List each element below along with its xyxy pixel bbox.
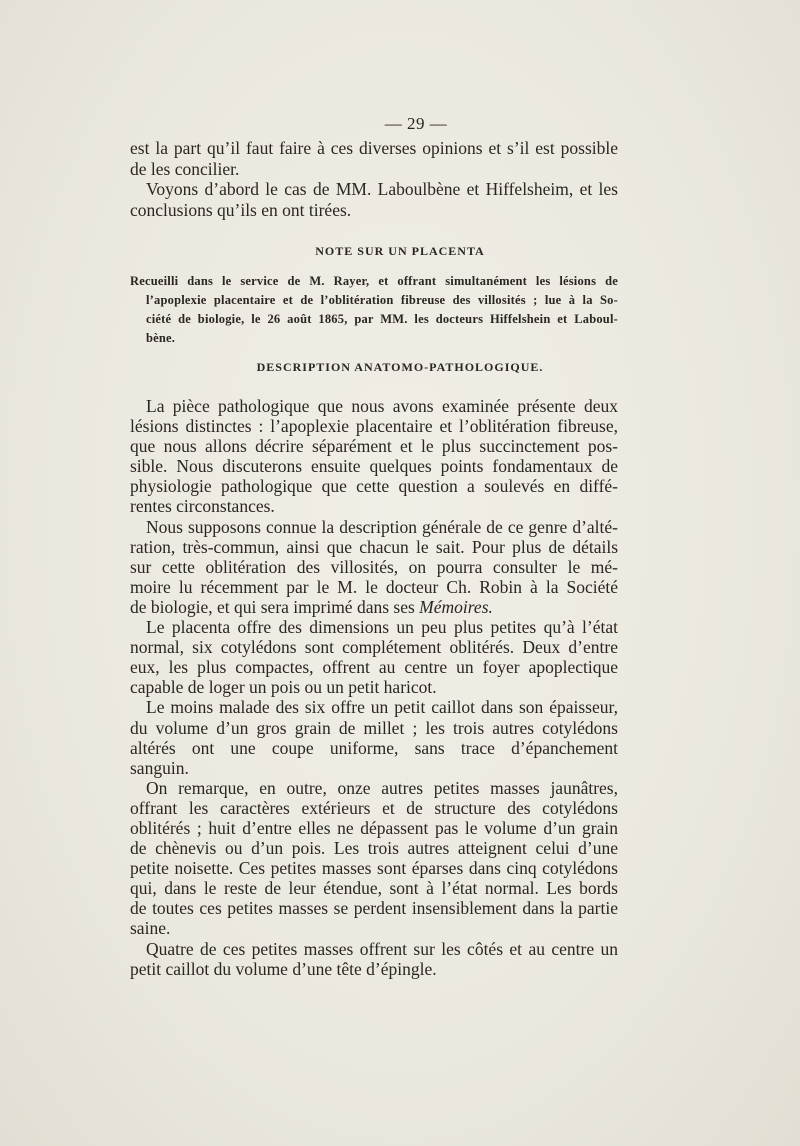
text-line: conclusions qu’ils en ont tirées. (130, 199, 352, 220)
text-line: est la part qu’il faut faire à ces diverses opinions et s’il est possible (130, 138, 618, 158)
text-line: La pièce pathologique que nous avons examinée présente deux (146, 396, 618, 416)
text-line: Nous supposons connue la description générale de ce genre d’alté- (146, 516, 618, 537)
text-line: rentes circonstances. (130, 496, 275, 517)
text-line: de chènevis ou d’un pois. Les trois autres atteignent celui d’une (130, 838, 618, 859)
text-line: petit caillot du volume d’une tête d’épingle. (130, 958, 437, 979)
text-line: de les concilier. (130, 158, 240, 179)
text-line: physiologie pathologique que cette question a soulevés en diffé- (130, 476, 618, 497)
note-line: ciété de biologie, le 26 août 1865, par MM. les docteurs Hiffelshein et Laboul- (146, 312, 618, 326)
text-line: Quatre de ces petites masses offrent sur les côtés et au centre un (146, 938, 618, 959)
note-line: l’apoplexie placentaire et de l’oblitération fibreuse des villosités ; lue à la So- (146, 293, 618, 307)
text-line: qui, dans le reste de leur étendue, sont à l’état normal. Les bords (130, 878, 618, 899)
paragraph (130, 697, 618, 777)
text-line: de biologie, et qui sera imprimé dans ses Mémoires. (130, 596, 493, 617)
text-line: oblitérés ; huit d’entre elles ne dépassent pas le volume d’un grain (130, 817, 618, 838)
text-line: eux, les plus compactes, offrent au centre un foyer apoplectique (130, 657, 618, 678)
note-line: bène. (146, 331, 176, 345)
italic-title: Mémoires. (419, 596, 493, 617)
text-line: du volume d’un gros grain de millet ; les trois autres cotylédons (130, 717, 618, 738)
text-line: sible. Nous discuterons ensuite quelques points fondamentaux de (130, 456, 618, 477)
paragraph (130, 939, 618, 979)
intro-paragraph (130, 138, 618, 220)
note-title: NOTE SUR UN PLACENTA (315, 244, 485, 258)
text-line: saine. (130, 918, 171, 939)
text-line: petite noisette. Ces petites masses sont éparses dans cinq cotylédons (130, 858, 618, 879)
text-line: lésions distinctes : l’apoplexie placentaire et l’oblitération fibreuse, (130, 416, 618, 437)
note-line: Recueilli dans le service de M. Rayer, et offrant simultanément les lésions de (130, 274, 618, 288)
text-line: On remarque, en outre, onze autres petites masses jaunâtres, (146, 777, 618, 798)
note-description (130, 272, 618, 348)
text-line: Voyons d’abord le cas de MM. Laboulbène et Hiffelsheim, et les (146, 179, 618, 199)
text-line: Le moins malade des six offre un petit caillot dans son épaisseur, (146, 697, 618, 718)
paragraph (130, 396, 618, 517)
text-line: sur cette oblitération des villosités, on pourra consulter le mé- (130, 556, 618, 577)
text-line: altérés ont une coupe uniforme, sans trace d’épanchement (130, 737, 618, 758)
paragraph (130, 517, 618, 617)
text-line: que nous allons décrire séparément et le plus succinctement pos- (130, 436, 618, 457)
text-line: offrant les caractères extérieurs et de structure des cotylédons (130, 797, 618, 818)
text-line: Le placenta offre des dimensions un peu plus petites qu’à l’état (146, 617, 618, 638)
text-line: moire lu récemment par le M. le docteur Ch. Robin à la Société (130, 576, 618, 597)
text-line: ration, très-commun, ainsi que chacun le sait. Pour plus de détails (130, 536, 618, 557)
paragraph (130, 617, 618, 697)
section-title: DESCRIPTION ANATOMO-PATHOLOGIQUE. (256, 360, 544, 374)
body-text (130, 396, 618, 979)
text-line: sanguin. (130, 757, 189, 778)
paragraph (130, 778, 618, 939)
text-line: normal, six cotylédons sont complétement oblitérés. Deux d’entre (130, 637, 618, 658)
text-line: de toutes ces petites masses se perdent insensiblement dans la partie (130, 898, 618, 919)
page-number: — 29 — (384, 114, 448, 133)
text-line: capable de loger un pois ou un petit haricot. (130, 677, 437, 698)
